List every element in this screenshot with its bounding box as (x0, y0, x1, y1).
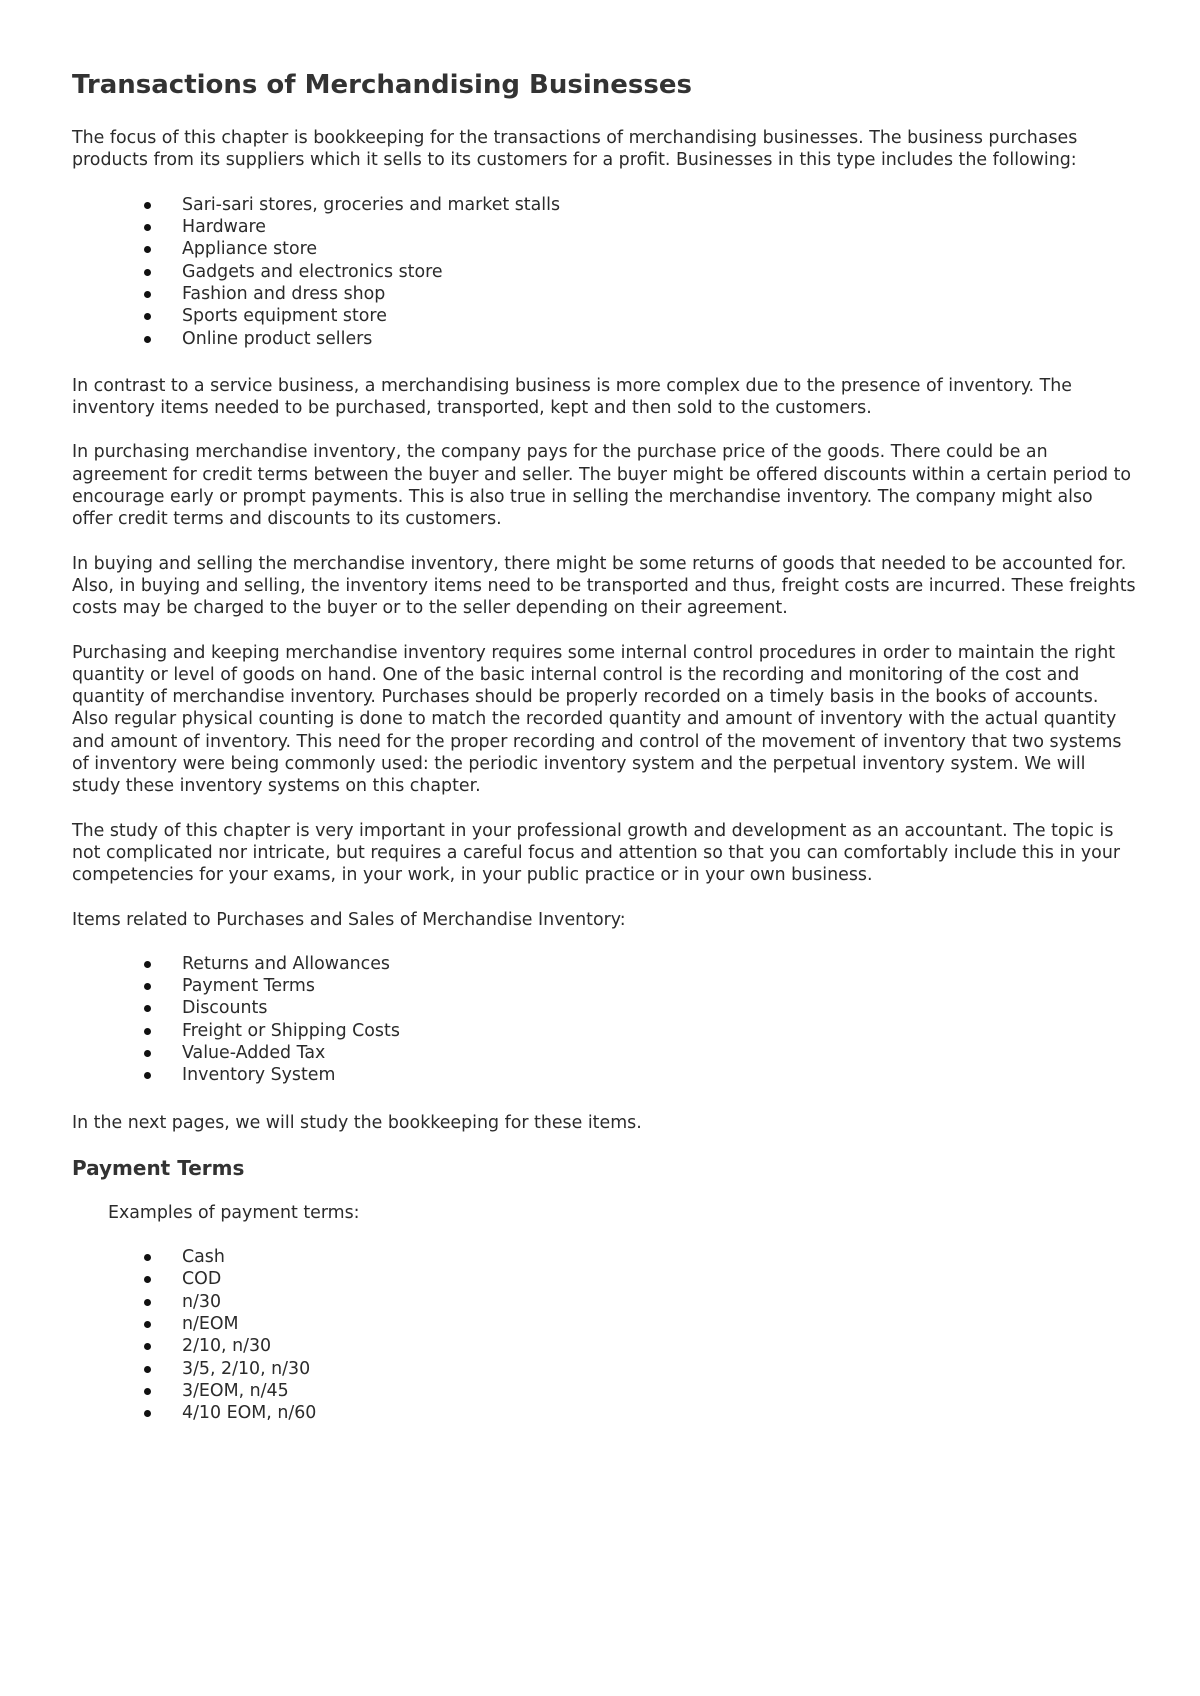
list-item: Hardware (182, 216, 1137, 238)
list-item: Online product sellers (182, 328, 1137, 350)
list-item: Returns and Allowances (182, 953, 1137, 975)
paragraph-returns: In buying and selling the merchandise inventory, there might be some returns of goods that needed to be accounted for. Also, in buying and selling, the inventory items need to be transported and thus, freight costs are incurred. These freights costs may be charged to the buyer or to the seller depending on their agreement. (72, 553, 1136, 619)
bullet-icon (144, 202, 151, 209)
list-item: Appliance store (182, 238, 1137, 260)
bullet-icon (144, 224, 151, 231)
list-item: Payment Terms (182, 975, 1137, 997)
bullet-icon (144, 1005, 151, 1012)
list-item: 2/10, n/30 (182, 1335, 1137, 1357)
bullet-icon (144, 1072, 151, 1079)
payment-terms-list (72, 1246, 1137, 1424)
bullet-icon (144, 1366, 151, 1373)
list-item: Inventory System (182, 1064, 1137, 1086)
document-page (72, 70, 1137, 1450)
bullet-icon (144, 1343, 151, 1350)
business-types-list (72, 194, 1137, 350)
list-item: n/30 (182, 1291, 1137, 1313)
bullet-icon (144, 246, 151, 253)
bullet-icon (144, 336, 151, 343)
items-list (72, 953, 1137, 1087)
bullet-icon (144, 1410, 151, 1417)
bullet-icon (144, 313, 151, 320)
paragraph-importance: The study of this chapter is very important in your professional growth and development as an accountant. The topic is not complicated nor intricate, but requires a careful focus and attention so that you can comfortably include this in your competencies for your exams, in your work, in your public practice or in your own business. (72, 820, 1120, 886)
items-intro: Items related to Purchases and Sales of Merchandise Inventory: (72, 909, 626, 930)
bullet-icon (144, 1388, 151, 1395)
list-item: 4/10 EOM, n/60 (182, 1402, 1137, 1424)
bullet-icon (144, 983, 151, 990)
list-item: Discounts (182, 997, 1137, 1019)
intro-paragraph: The focus of this chapter is bookkeeping for the transactions of merchandising businesses. The business purchases products from its suppliers which it sells to its customers for a profit. Businesses in this type includes the following: (72, 128, 1078, 171)
list-item: Sari-sari stores, groceries and market stalls (182, 194, 1137, 216)
paragraph-purchasing: In purchasing merchandise inventory, the company pays for the purchase price of the goods. There could be an agreement for credit terms between the buyer and seller. The buyer might be offered discounts within a certain period to encourage early or prompt payments. This is also true in selling the merchandise inventory. The company might also offer credit terms and discounts to its customers. (72, 442, 1132, 530)
bullet-icon (144, 1050, 151, 1057)
list-item: Value-Added Tax (182, 1042, 1137, 1064)
bullet-icon (144, 1276, 151, 1283)
list-item: COD (182, 1268, 1137, 1290)
list-item: Freight or Shipping Costs (182, 1020, 1137, 1042)
list-item: Sports equipment store (182, 305, 1137, 327)
bullet-icon (144, 269, 151, 276)
bullet-icon (144, 1299, 151, 1306)
bullet-icon (144, 1321, 151, 1328)
page-title: Transactions of Merchandising Businesses (72, 70, 692, 100)
payment-terms-heading: Payment Terms (72, 1155, 245, 1180)
bullet-icon (144, 961, 151, 968)
list-item: Cash (182, 1246, 1137, 1268)
list-item: Fashion and dress shop (182, 283, 1137, 305)
list-item: Gadgets and electronics store (182, 261, 1137, 283)
paragraph-internal-control: Purchasing and keeping merchandise inventory requires some internal control procedures in order to maintain the right quantity or level of goods on hand. One of the basic internal control is the recording and monitoring of the cost and quantity of merchandise inventory. Purchases should be properly recorded on a timely basis in the books of accounts. Also regular physical counting is done to match the recorded quantity and amount of inventory with the actual quantity and amount of inventory. This need for the proper recording and control of the movement of inventory that two systems of inventory were being commonly used: the periodic inventory system and the perpetual inventory system. We will study these inventory systems on this chapter. (72, 642, 1122, 797)
list-item: 3/EOM, n/45 (182, 1380, 1137, 1402)
next-pages-text: In the next pages, we will study the bookkeeping for these items. (72, 1112, 642, 1133)
list-item: n/EOM (182, 1313, 1137, 1335)
payment-terms-intro: Examples of payment terms: (108, 1202, 360, 1223)
bullet-icon (144, 1028, 151, 1035)
bullet-icon (144, 291, 151, 298)
list-item: 3/5, 2/10, n/30 (182, 1358, 1137, 1380)
bullet-icon (144, 1254, 151, 1261)
paragraph-contrast: In contrast to a service business, a merchandising business is more complex due to the presence of inventory. The inventory items needed to be purchased, transported, kept and then sold to the customers. (72, 375, 1072, 419)
